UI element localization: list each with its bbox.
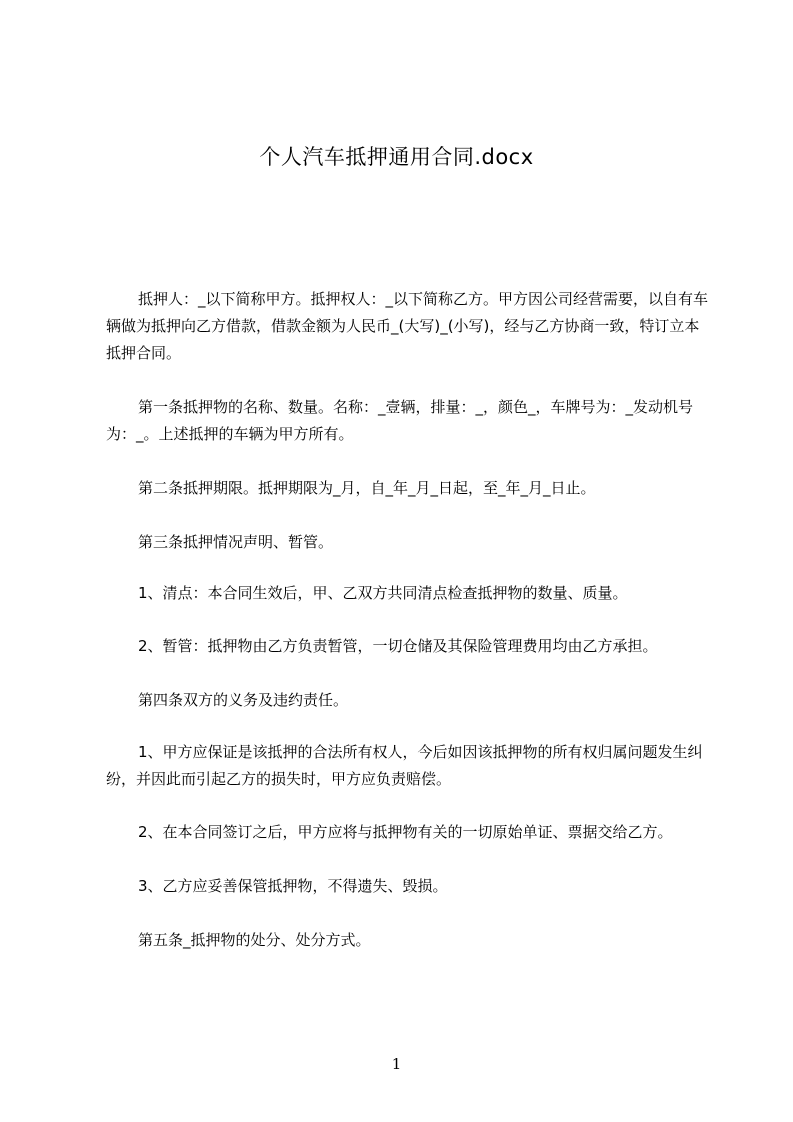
paragraph-article-5: 第五条_抵押物的处分、处分方式。 — [138, 931, 371, 949]
paragraph-article-3-item-2: 2、暂管：抵押物由乙方负责暂管，一切仓储及其保险管理费用均由乙方承担。 — [138, 637, 658, 655]
document-title: 个人汽车抵押通用合同.docx — [259, 145, 534, 169]
paragraph-article-4: 第四条双方的义务及违约责任。 — [138, 691, 349, 709]
paragraph-article-2: 第二条抵押期限。抵押期限为_月，自_年_月_日起，至_年_月_日止。 — [138, 479, 596, 497]
paragraph-article-3-item-1: 1、清点：本合同生效后，甲、乙双方共同清点检查抵押物的数量、质量。 — [138, 584, 628, 602]
paragraph-preamble: 抵押人：_以下简称甲方。抵押权人：_以下简称乙方。甲方因公司经营需要，以自有车辆做为抵押向乙方借款，借款金额为人民币_(大写)_(小写)，经与乙方协商一致，特订立本抵押合同。 — [106, 290, 709, 362]
paragraph-article-4-item-2: 2、在本合同签订之后，甲方应将与抵押物有关的一切原始单证、票据交给乙方。 — [138, 823, 673, 841]
page-number: 1 — [391, 1055, 402, 1073]
paragraph-article-3: 第三条抵押情况声明、暂管。 — [138, 533, 334, 551]
paragraph-article-1: 第一条抵押物的名称、数量。名称：_壹辆，排量：_，颜色_，车牌号为：_发动机号为：_。上述抵押的车辆为甲方所有。 — [106, 398, 694, 443]
paragraph-article-4-item-3: 3、乙方应妥善保管抵押物，不得遗失、毁损。 — [138, 877, 448, 895]
paragraph-article-4-item-1: 1、甲方应保证是该抵押的合法所有权人，今后如因该抵押物的所有权归属问题发生纠纷，并因此而引起乙方的损失时，甲方应负责赔偿。 — [106, 743, 703, 788]
